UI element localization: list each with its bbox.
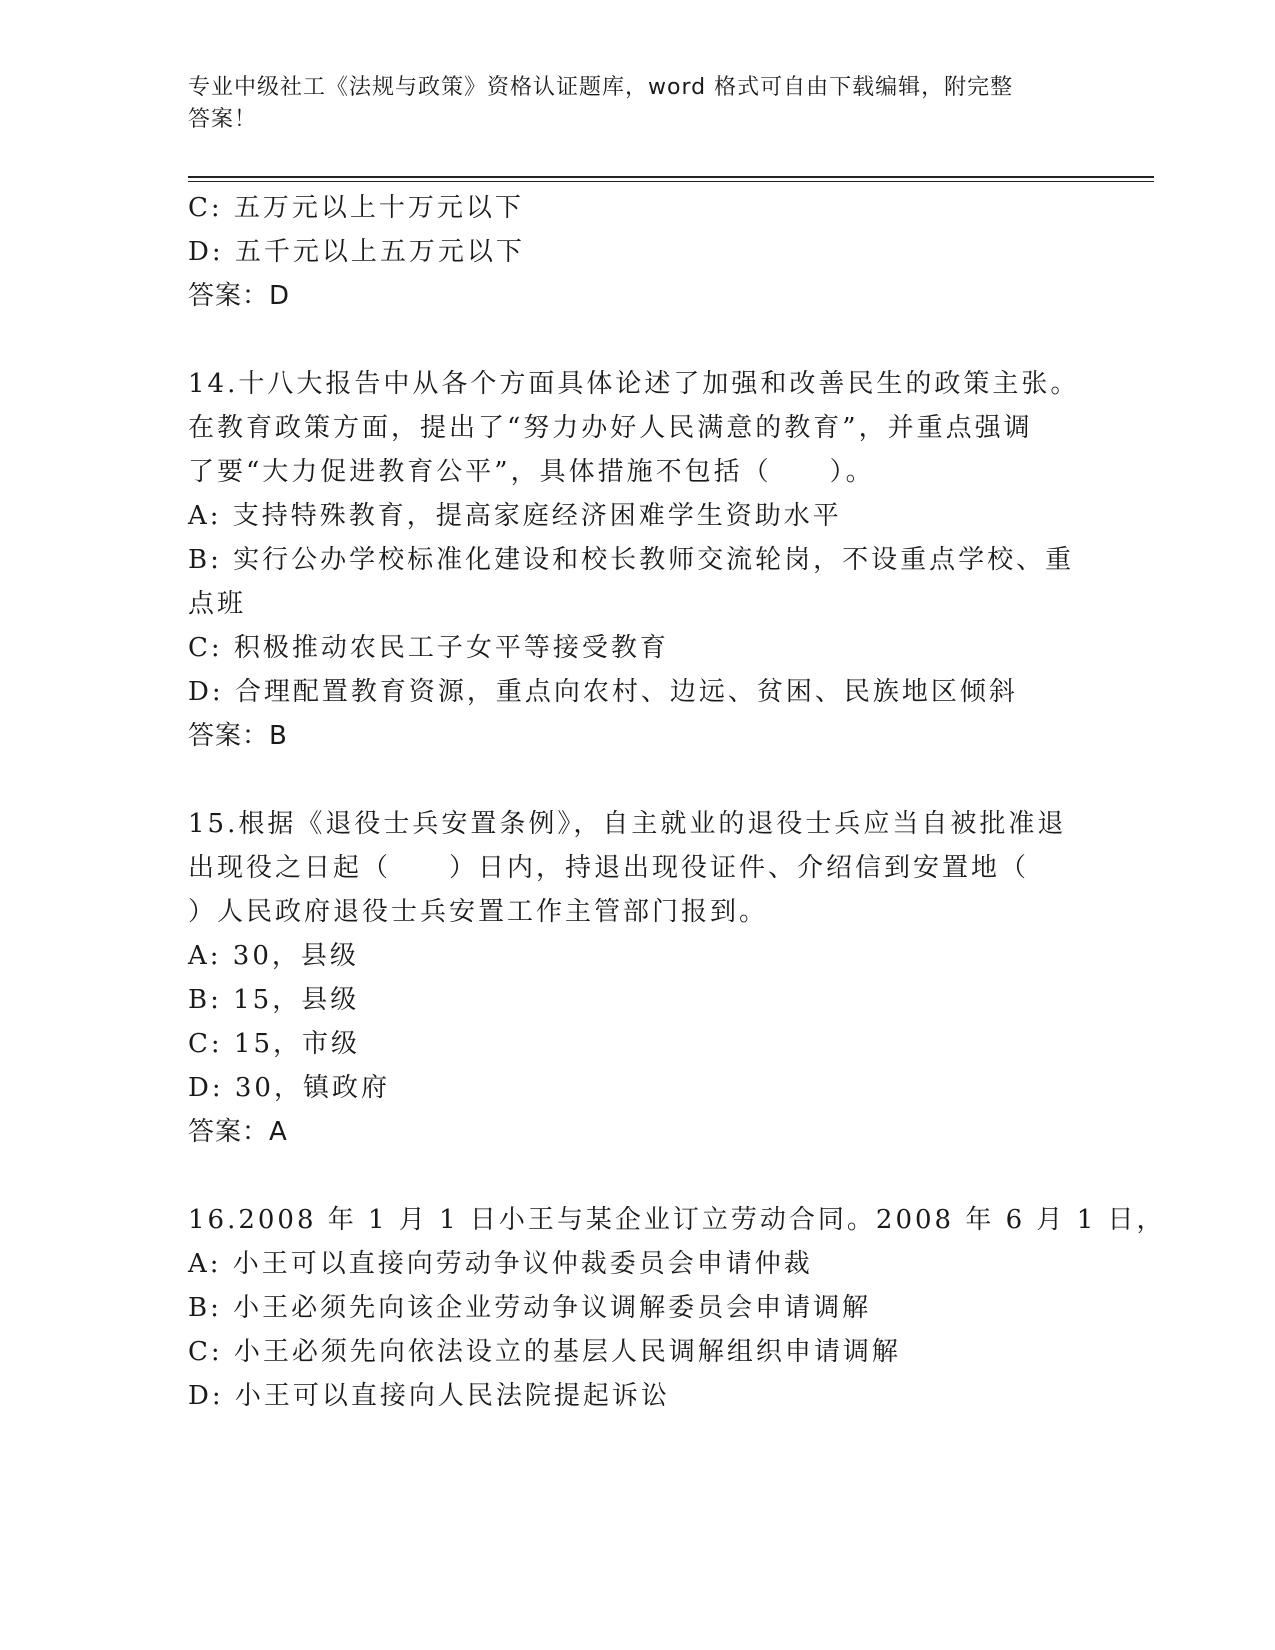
q15-option-b: B: 15，县级 — [188, 985, 360, 1015]
q15-stem-line-2: 出现役之日起（ ）日内，持退出现役证件、介绍信到安置地（ — [188, 853, 1030, 883]
q14-stem-line-2: 在教育政策方面，提出了“努力办好人民满意的教育”，并重点强调 — [188, 413, 1033, 443]
q14-option-b-line-1: B: 实行公办学校标准化建设和校长教师交流轮岗，不设重点学校、重 — [188, 545, 1075, 575]
q15-option-a: A: 30，县级 — [188, 941, 359, 971]
q14-stem-line-1: 14.十八大报告中从各个方面具体论述了加强和改善民生的政策主张。 — [188, 369, 1080, 399]
q14-option-a: A: 支持特殊教育，提高家庭经济困难学生资助水平 — [188, 501, 842, 531]
header-rule-thick — [188, 176, 1154, 178]
q14-option-c: C: 积极推动农民工子女平等接受教育 — [188, 633, 669, 663]
q14-answer: 答案：B — [188, 721, 288, 751]
q16-option-b: B: 小王必须先向该企业劳动争议调解委员会申请调解 — [188, 1293, 872, 1323]
q15-option-d: D: 30，镇政府 — [188, 1073, 390, 1103]
q14-option-d: D: 合理配置教育资源，重点向农村、边远、贫困、民族地区倾斜 — [188, 677, 1018, 707]
q13-option-c: C: 五万元以上十万元以下 — [188, 193, 524, 223]
header-rule-thin — [188, 181, 1154, 182]
q15-option-c: C: 15，市级 — [188, 1029, 361, 1059]
q14-option-b-line-2: 点班 — [188, 589, 247, 619]
q16-option-d: D: 小王可以直接向人民法院提起诉讼 — [188, 1381, 670, 1411]
header-line-1: 专业中级社工《法规与政策》资格认证题库，word 格式可自由下载编辑，附完整 — [188, 75, 1014, 100]
header-line-2: 答案！ — [188, 107, 258, 132]
q16-stem-line-1: 16.2008 年 1 月 1 日小王与某企业订立劳动合同。2008 年 6 月 1 日， — [188, 1205, 1166, 1235]
q15-stem-line-3: ）人民政府退役士兵安置工作主管部门报到。 — [188, 897, 769, 927]
q16-option-a: A: 小王可以直接向劳动争议仲裁委员会申请仲裁 — [188, 1249, 813, 1279]
q13-answer: 答案：D — [188, 281, 291, 311]
q15-stem-line-1: 15.根据《退役士兵安置条例》，自主就业的退役士兵应当自被批准退 — [188, 809, 1067, 839]
q13-option-d: D: 五千元以上五万元以下 — [188, 237, 525, 267]
q16-option-c: C: 小王必须先向依法设立的基层人民调解组织申请调解 — [188, 1337, 901, 1367]
q15-answer: 答案：A — [188, 1117, 288, 1147]
q14-stem-line-3: 了要“大力促进教育公平”，具体措施不包括（ ）。 — [188, 457, 875, 487]
page-header — [188, 72, 1088, 136]
